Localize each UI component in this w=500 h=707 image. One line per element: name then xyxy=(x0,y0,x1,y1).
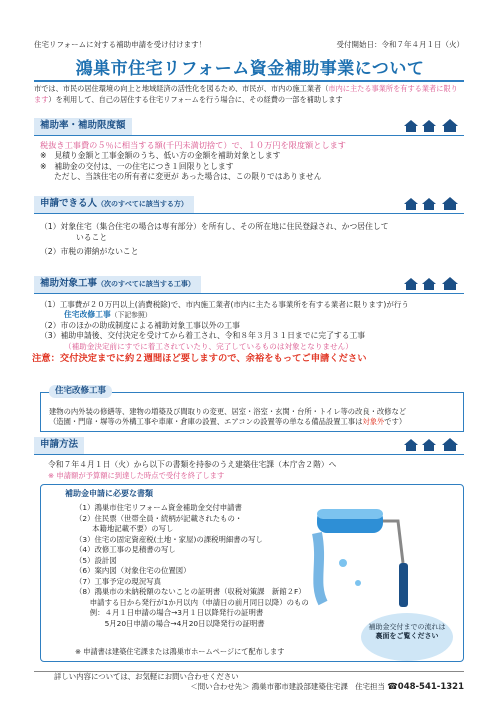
target-item-3: （3）補助申請後、交付決定を受けてから着工され、令和８年３月３１日までに完了する工事 xyxy=(40,331,366,341)
renovation-tag: 住宅改修工事 xyxy=(49,385,112,398)
document-item: （1）鴻巣市住宅リフォーム資金補助金交付申請書 xyxy=(75,503,242,512)
title-divider xyxy=(34,80,464,82)
applicant-item-1-cont: いること xyxy=(76,232,108,242)
house-icon xyxy=(404,119,464,133)
document-item: （8）鴻巣市の未納税額のないことの証明書（収税対策課 新館２F） xyxy=(75,587,306,597)
document-item: （2）住民票（世帯全員・続柄が記載されたもの・ xyxy=(75,513,243,523)
rate-limit-text: 税抜き工事費の５％に相当する額(千円未満切捨て）で、１０万円を限度額とします xyxy=(40,140,346,150)
section-label-method: 申請方法 xyxy=(34,437,84,454)
documents-tag: 補助金申請に必要な書類 xyxy=(65,489,153,498)
target-item-1-cont: 住宅改修工事（下記参照） xyxy=(64,310,152,320)
applicant-item-1: （1）対象住宅（集合住宅の場合は専有部分）を所有し、その所在地に住民登録され、かつ居住して xyxy=(40,222,389,231)
target-item-1: （1）工事費が２０万円以上(消費税除)で、市内施工業者(市内に主たる事業所を有する業者に限ります)が行う xyxy=(40,300,409,309)
target-warning: 注意：交付決定までに約２週間ほど要しますので、余裕をもってご申請ください xyxy=(32,352,367,364)
renovation-box xyxy=(40,386,464,432)
house-icons xyxy=(404,119,464,135)
footer-contact: ＜問い合わせ先＞ 鴻巣市都市建設部建築住宅課 住宅担当 ☎048-541-1321 xyxy=(190,682,464,692)
document-item: （7）工事予定の現況写真 xyxy=(75,576,162,586)
rate-body xyxy=(40,140,464,183)
section-header-rate xyxy=(34,118,464,136)
section-label-rate: 補助率・補助限度額 xyxy=(34,118,132,135)
method-line-2: ※ 申請額が予算額に到達した時点で受付を終了します xyxy=(48,470,225,480)
rate-note-3: ただし、当該住宅の所有者に変更が あった場合は、この限りではありません xyxy=(54,172,322,182)
section-label-target: 補助対象工事（次のすべてに該当する工事） xyxy=(34,276,201,293)
document-item: （4）改修工事の見積書の写し xyxy=(75,545,176,555)
documents-note: ※ 申請書は建築住宅課または鴻巣市ホームページにて配布します xyxy=(75,647,285,657)
method-body xyxy=(48,460,464,480)
section-header-applicant xyxy=(34,196,464,214)
header-announcement: 住宅リフォームに対する補助申請を受け付けます！ xyxy=(34,40,207,49)
house-icon xyxy=(404,277,464,291)
intro-text-2: ）を利用して、自己の居住する住宅リフォームを行う場合に、その経費の一部を補助します xyxy=(48,94,343,104)
target-item-2: （2）市のほかの助成制度による補助対象工事以外の工事 xyxy=(40,320,240,330)
footer xyxy=(34,671,464,693)
renovation-text-1: 建物の内外装の修繕等、建物の増築及び間取りの変更、居室・浴室・玄関・台所・トイレ等の改良・改修など xyxy=(49,407,407,416)
document-item: （5）設計図 xyxy=(75,555,117,565)
document-item: 申請する日から発行が1か月以内（申請日の前月同日以降）のもの xyxy=(75,597,309,607)
header-start-date: 受付開始日：令和７年４月１日（火） xyxy=(336,40,464,49)
document-item: 本籍地記載不要）の写し xyxy=(75,524,174,534)
paint-roller-icon xyxy=(303,503,423,623)
document-item: （3）住宅の固定資産税(土地・家屋)の課税明細書の写し xyxy=(75,534,263,544)
header-line xyxy=(34,40,464,50)
intro-highlight: 市内に主たる事業所を有する業者に限ります xyxy=(34,84,458,104)
house-icons xyxy=(404,277,464,293)
section-label-applicant: 申請できる人（次のすべてに該当する方） xyxy=(34,196,194,213)
intro-text-1: 市では、市民の居住環境の向上と地域経済の活性化を図るため、市民が、市内の施工業者（ xyxy=(34,84,329,93)
applicant-item-2: （2）市税の滞納がないこと xyxy=(40,247,139,257)
document-item: （6）案内図（対象住宅の位置図） xyxy=(75,566,191,576)
footer-inquiry-text: 詳しい内容については、お気軽にお問い合わせください xyxy=(54,672,239,681)
house-icons xyxy=(404,438,464,454)
document-item: 例：４月１日申請の場合→3月１日以降発行の証明書 xyxy=(75,608,264,618)
document-item: 5月20日申請の場合→4月20日以降発行の証明書 xyxy=(75,618,265,628)
documents-box xyxy=(40,484,464,662)
rate-note-1: ※ 見積り金額と工事金額のうち、低い方の金額を補助対象とします xyxy=(40,151,281,161)
section-header-target xyxy=(34,276,464,294)
section-header-method xyxy=(34,437,464,455)
renovation-text-2: （造園・門扉・塀等の外構工事や車庫・倉庫の設置、エアコンの設置等の単なる備品設置工事は対象外です） xyxy=(49,416,407,426)
house-icon xyxy=(404,438,464,452)
target-item-3-note: （補助金決定前にすでに着工されていたり、完了しているものは対象となりません） xyxy=(64,341,353,351)
flow-bubble: 補助金交付までの流れは 裏面をご覧ください xyxy=(361,613,453,661)
intro-paragraph xyxy=(34,84,464,106)
house-icon xyxy=(404,197,464,211)
phone-number: ☎048-541-1321 xyxy=(387,682,464,692)
house-icons xyxy=(404,197,464,213)
target-body xyxy=(32,300,470,365)
page-title: 鴻巣市住宅リフォーム資金補助事業について xyxy=(75,59,425,79)
method-line-1: 令和７年４月１日（火）から以下の書類を持参のうえ建築住宅課（本庁舎２階）へ xyxy=(48,460,337,469)
applicant-body xyxy=(40,222,464,258)
rate-note-2: ※ 補助金の交付は、一の住宅につき１回限りとします xyxy=(40,161,234,171)
